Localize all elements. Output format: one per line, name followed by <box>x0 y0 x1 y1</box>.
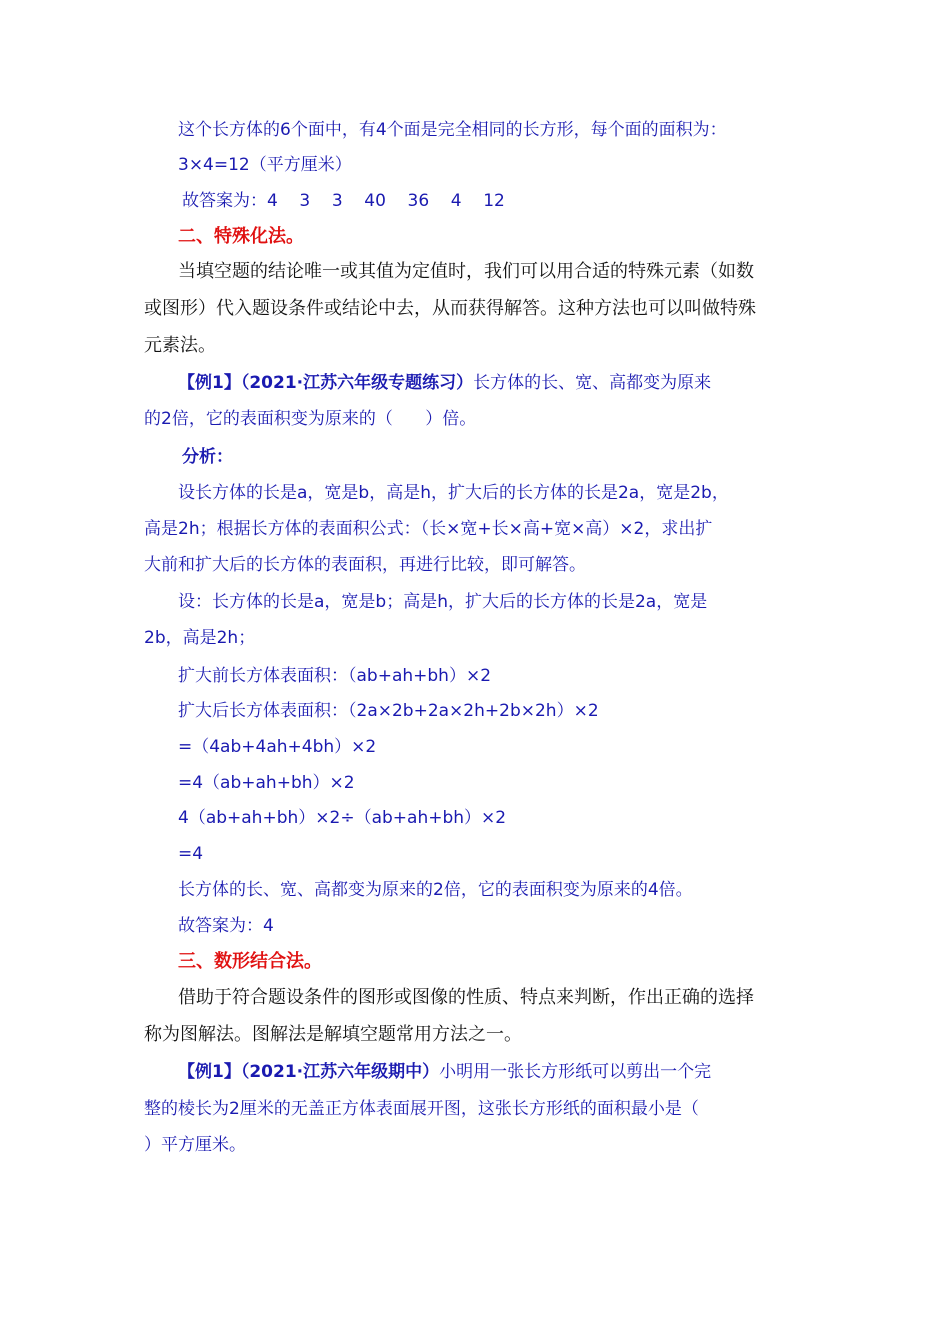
example-line: ）平方厘米。 <box>144 1135 246 1155</box>
solution-line: 2b，高是2h； <box>144 628 256 648</box>
example-line <box>178 1060 711 1084</box>
section-desc-line: 当填空题的结论唯一或其值为定值时，我们可以用合适的特殊元素（如数 <box>178 261 754 282</box>
section-heading: 三、数形结合法。 <box>178 951 322 972</box>
section-desc-line: 称为图解法。图解法是解填空题常用方法之一。 <box>144 1024 522 1045</box>
prev-calc-line: 3×4=12（平方厘米） <box>178 155 352 175</box>
analysis-label: 分析： <box>182 447 233 467</box>
solution-line: 扩大后长方体表面积：（2a×2b+2a×2h+2b×2h）×2 <box>178 701 599 721</box>
solution-line: =（4ab+4ah+4bh）×2 <box>178 737 377 757</box>
example-line: 整的棱长为2厘米的无盖正方体表面展开图，这张长方形纸的面积最小是（ <box>144 1099 699 1119</box>
solution-line: =4 <box>178 844 204 864</box>
example-tag: 【例1】（2021·江苏六年级期中） <box>178 1062 440 1082</box>
solution-conclusion: 长方体的长、宽、高都变为原来的2倍，它的表面积变为原来的4倍。 <box>178 880 693 900</box>
section-desc-line: 借助于符合题设条件的图形或图像的性质、特点来判断，作出正确的选择 <box>178 987 754 1008</box>
example-text: 小明用一张长方形纸可以剪出一个完 <box>439 1062 712 1082</box>
section-heading: 二、特殊化法。 <box>178 226 304 247</box>
analysis-line: 设长方体的长是a，宽是b，高是h，扩大后的长方体的长是2a，宽是2b， <box>178 483 729 503</box>
section-desc-line: 元素法。 <box>144 335 216 356</box>
solution-answer: 故答案为：4 <box>178 916 274 936</box>
solution-line: 扩大前长方体表面积：（ab+ah+bh）×2 <box>178 666 492 686</box>
example-text: 长方体的长、宽、高都变为原来 <box>473 373 712 393</box>
solution-line: 设：长方体的长是a，宽是b；高是h，扩大后的长方体的长是2a，宽是 <box>178 592 708 612</box>
example-tag: 【例1】（2021·江苏六年级专题练习） <box>178 373 474 393</box>
analysis-line: 高是2h；根据长方体的表面积公式：（长×宽+长×高+宽×高）×2，求出扩 <box>144 519 713 539</box>
analysis-line: 大前和扩大后的长方体的表面积，再进行比较，即可解答。 <box>144 555 586 575</box>
solution-line: 4（ab+ah+bh）×2÷（ab+ah+bh）×2 <box>178 808 507 828</box>
solution-line: =4（ab+ah+bh）×2 <box>178 773 355 793</box>
example-line <box>178 371 711 395</box>
prev-answer-line: 故答案为：4 3 3 40 36 4 12 <box>182 191 505 211</box>
section-desc-line: 或图形）代入题设条件或结论中去，从而获得解答。这种方法也可以叫做特殊 <box>144 298 756 319</box>
example-line: 的2倍，它的表面积变为原来的（ ）倍。 <box>144 409 477 429</box>
prev-text-line: 这个长方体的6个面中，有4个面是完全相同的长方形，每个面的面积为： <box>178 120 727 140</box>
